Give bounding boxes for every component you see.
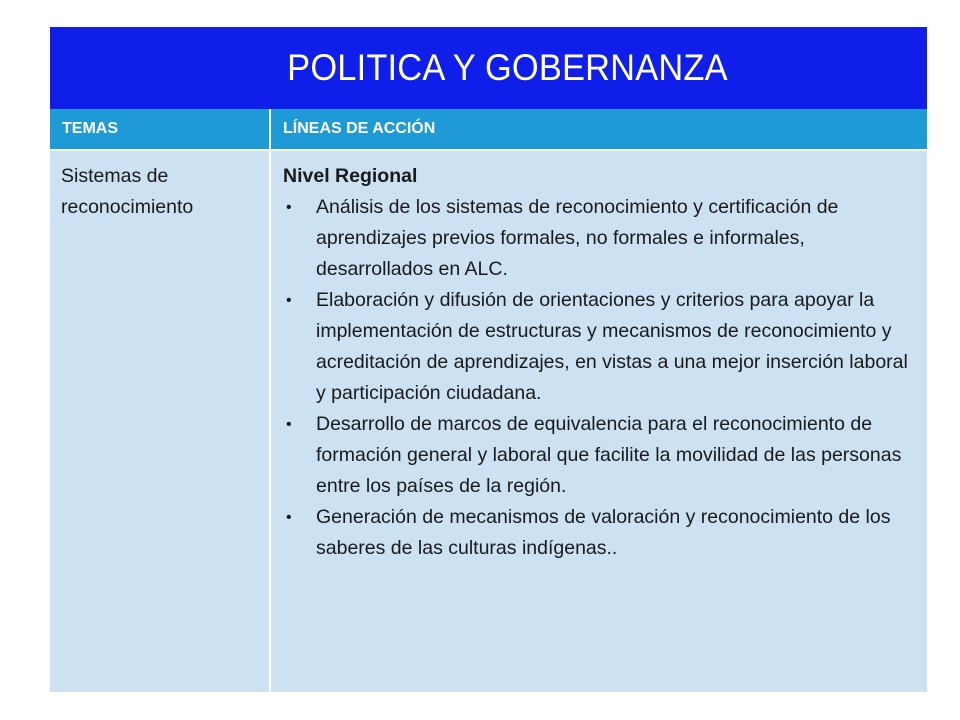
tema-cell: Sistemas de reconocimiento	[50, 151, 271, 692]
header-lineas-de-accion: LÍNEAS DE ACCIÓN	[283, 120, 436, 137]
bullet-icon: •	[286, 292, 292, 309]
list-item	[283, 409, 913, 502]
slide-title-bar	[50, 27, 927, 109]
topics-table	[50, 109, 927, 692]
section-title: Nivel Regional	[283, 165, 418, 187]
list-item	[283, 285, 913, 409]
bullet-list	[283, 192, 913, 564]
bullet-icon: •	[286, 416, 292, 433]
list-item	[283, 192, 913, 285]
list-item	[283, 502, 913, 564]
lineas-cell	[271, 151, 927, 692]
table-header-row	[50, 109, 927, 149]
bullet-icon: •	[286, 199, 292, 216]
slide-title: POLITICA Y GOBERNANZA	[286, 47, 728, 88]
bullet-icon: •	[286, 509, 292, 526]
header-temas: TEMAS	[50, 109, 271, 149]
list-item-text: Desarrollo de marcos de equivalencia para el reconocimiento de formación general y laboral que facilite la movilidad de las personas entre los países de la región.	[316, 413, 902, 497]
table-row	[50, 149, 927, 692]
list-item-text: Elaboración y difusión de orientaciones y criterios para apoyar la implementación de estructuras y mecanismos de reconocimiento y acreditación de aprendizajes, en vistas a una mejor inserción laboral y participación ciudadana.	[316, 289, 908, 404]
list-item-text: Generación de mecanismos de valoración y reconocimiento de los saberes de las culturas indígenas..	[316, 506, 891, 559]
list-item-text: Análisis de los sistemas de reconocimiento y certificación de aprendizajes previos formales, no formales e informales, desarrollados en ALC.	[316, 196, 839, 280]
